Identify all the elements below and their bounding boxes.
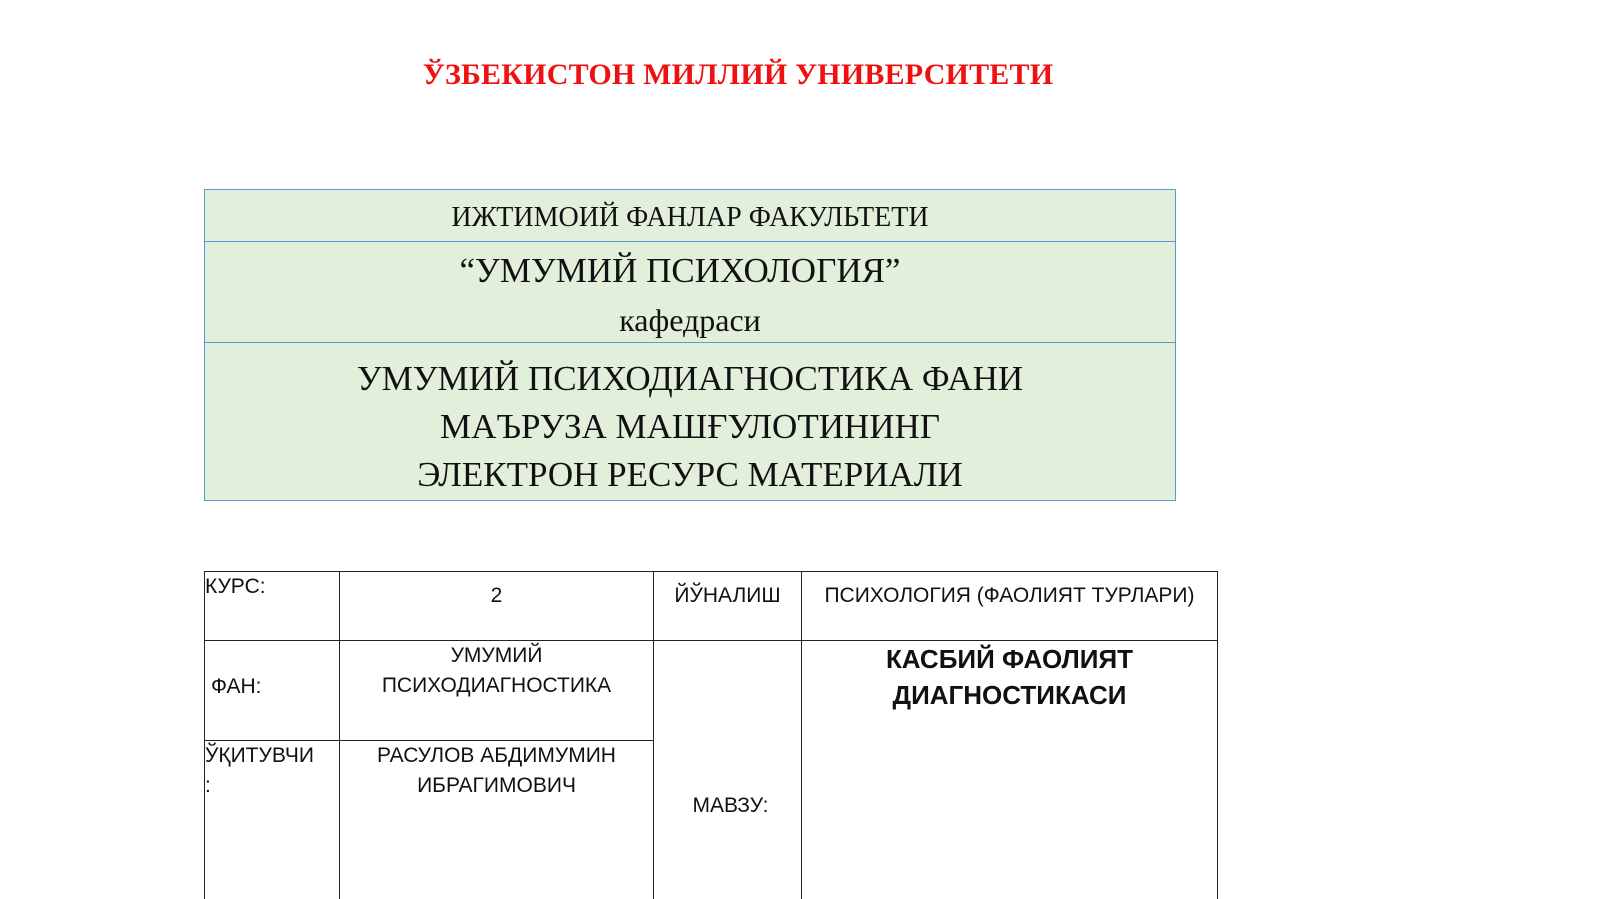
department-word: кафедраси — [619, 302, 761, 338]
course-value: 2 — [340, 572, 654, 641]
topic-value-line-2: ДИАГНОСТИКАСИ — [892, 680, 1127, 710]
department-name: “УМУМИЙ ПСИХОЛОГИЯ” — [459, 251, 901, 290]
department-cell — [205, 242, 1175, 343]
faculty-name: ИЖТИМОИЙ ФАНЛАР ФАКУЛЬТЕТИ — [205, 190, 1175, 242]
teacher-label-line-1: ЎҚИТУВЧИ — [205, 744, 314, 767]
university-title: ЎЗБЕКИСТОН МИЛЛИЙ УНИВЕРСИТЕТИ — [422, 58, 1054, 91]
direction-label: ЙЎНАЛИШ — [654, 572, 802, 641]
teacher-label-line-2: : — [205, 774, 211, 797]
topic-value-line-1: КАСБИЙ ФАОЛИЯТ — [885, 644, 1134, 674]
teacher-value — [340, 741, 654, 899]
subject-value — [340, 641, 654, 741]
table-row — [205, 572, 1218, 641]
course-label: КУРС: — [205, 572, 340, 641]
teacher-value-line-1: РАСУЛОВ АБДИМУМИН — [377, 744, 616, 767]
subject-label: ФАН: — [205, 641, 340, 741]
topic-value — [802, 641, 1218, 899]
teacher-value-line-2: ИБРАГИМОВИЧ — [417, 774, 576, 797]
material-line-3: ЭЛЕКТРОН РЕСУРС МАТЕРИАЛИ — [417, 455, 963, 494]
title-box — [204, 189, 1176, 501]
topic-label: МАВЗУ: — [654, 641, 802, 899]
subject-value-line-1: УМУМИЙ — [450, 644, 543, 667]
table-row — [205, 641, 1218, 741]
subject-value-line-2: ПСИХОДИАГНОСТИКА — [381, 674, 612, 697]
teacher-label — [205, 741, 340, 899]
material-line-1: УМУМИЙ ПСИХОДИАГНОСТИКА ФАНИ — [356, 359, 1024, 398]
direction-value: ПСИХОЛОГИЯ (ФАОЛИЯТ ТУРЛАРИ) — [802, 572, 1218, 641]
material-title — [205, 343, 1175, 500]
material-line-2: МАЪРУЗА МАШҒУЛОТИНИНГ — [439, 407, 941, 446]
info-table — [204, 571, 1218, 899]
